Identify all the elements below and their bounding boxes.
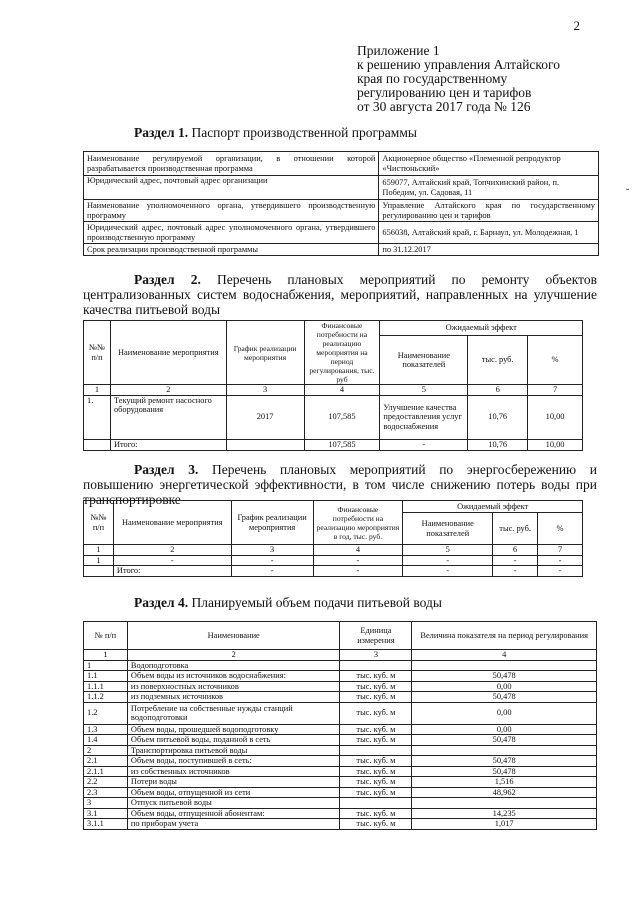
row-unit: тыс. куб. м: [340, 777, 412, 788]
header-pct: %: [538, 513, 583, 545]
table-cell: -: [313, 555, 403, 566]
section2-heading: Перечень плановых мероприятий по ремонту объектов централизованных систем водоснабжения, мероприятий, направленных на улучшение качества питьевой воды: [83, 272, 597, 317]
row-num: 1.4: [84, 735, 128, 746]
column-number: 7: [538, 545, 583, 556]
row-unit: тыс. куб. м: [340, 702, 412, 724]
table-row: [84, 798, 597, 809]
section4-heading: Планируемый объем подачи питьевой воды: [191, 595, 442, 610]
section1-title: [134, 125, 417, 141]
row-num: 2: [84, 745, 128, 756]
row-value: 50,478: [412, 692, 597, 703]
water-volume-table: [83, 621, 597, 830]
row-value: 0,00: [412, 681, 597, 692]
cell-name: Текущий ремонт насосного оборудования: [110, 395, 226, 439]
section1-number: Раздел 1.: [134, 125, 189, 140]
row-name: Отпуск питьевой воды: [127, 798, 340, 809]
row-unit: тыс. куб. м: [340, 808, 412, 819]
row-unit: тыс. куб. м: [340, 724, 412, 735]
table-row: [84, 724, 597, 735]
table-row: [84, 222, 599, 244]
column-number: 1: [84, 545, 114, 556]
row-name: Потери воды: [127, 777, 340, 788]
row-num: 3.1.1: [84, 819, 128, 830]
cell-finance: 107,585: [304, 395, 380, 439]
row-unit: тыс. куб. м: [340, 756, 412, 767]
table-cell: -: [493, 555, 538, 566]
header-num: № п/п: [84, 622, 128, 650]
cell-indicator: Улучшение качества предоставления услуг водоснабжения: [380, 395, 468, 439]
passport-value: Акционерное общество «Племенной репродуктор «Чистюньский»: [379, 152, 599, 176]
row-num: 3.1: [84, 808, 128, 819]
table-row: [84, 321, 583, 336]
row-num: 2.1.1: [84, 766, 128, 777]
table-row: [84, 735, 597, 746]
column-number: 1: [84, 385, 111, 396]
table-row: [84, 200, 599, 222]
section1-heading: Паспорт производственной программы: [191, 125, 417, 140]
column-number: 5: [403, 545, 493, 556]
header-value: Величина показателя на период регулирования: [412, 622, 597, 650]
section4-title: [134, 595, 442, 611]
appendix-line: края по государственному: [357, 71, 508, 86]
table-row: [84, 808, 597, 819]
table-row: [84, 152, 599, 176]
row-unit: тыс. куб. м: [340, 819, 412, 830]
page-number: 2: [573, 18, 580, 33]
table-row: [84, 692, 597, 703]
row-unit: тыс. куб. м: [340, 787, 412, 798]
passport-label: Наименование уполномоченного органа, утвердившего производственную программу: [84, 200, 379, 222]
row-unit: тыс. куб. м: [340, 735, 412, 746]
column-number: 2: [110, 385, 226, 396]
cell-empty: [226, 439, 304, 450]
cell-rub: 10,76: [468, 395, 528, 439]
header-pct: %: [528, 336, 583, 385]
row-unit: [340, 798, 412, 809]
row-num: 1.2: [84, 702, 128, 724]
column-number: 7: [528, 385, 583, 396]
header-unit: Единица измерения: [340, 622, 412, 650]
column-number: 6: [493, 545, 538, 556]
column-number: 6: [468, 385, 528, 396]
table-row: [84, 777, 597, 788]
table-row: [84, 395, 583, 439]
section2-title: [83, 272, 597, 317]
margin-mark: ˘: [626, 188, 630, 199]
row-value: [412, 745, 597, 756]
column-number: 3: [226, 385, 304, 396]
table-row: [84, 681, 597, 692]
row-unit: [340, 745, 412, 756]
row-num: 2.2: [84, 777, 128, 788]
table-row: [84, 766, 597, 777]
row-name: Объем воды, поступившей в сеть:: [127, 756, 340, 767]
table-row: [84, 650, 597, 661]
section2-number: Раздел 2.: [134, 272, 201, 287]
row-name: из подземных источников: [127, 692, 340, 703]
table-row: [84, 787, 597, 798]
table-cell: -: [231, 555, 313, 566]
header-name: Наименование: [127, 622, 340, 650]
row-num: 1.1: [84, 671, 128, 682]
header-num: №№ п/п: [84, 501, 114, 545]
row-name: из собственных источников: [127, 766, 340, 777]
row-unit: тыс. куб. м: [340, 692, 412, 703]
row-value: 1,516: [412, 777, 597, 788]
row-value: 0,00: [412, 724, 597, 735]
repair-table: [83, 320, 583, 451]
header-rub: тыс. руб.: [468, 336, 528, 385]
appendix-line: от 30 августа 2017 года № 126: [357, 99, 531, 114]
row-value: 14,235: [412, 808, 597, 819]
total-label: Итого:: [110, 439, 226, 450]
passport-label: Наименование регулируемой организации, в отношении которой разрабатывается производственная программа: [84, 152, 379, 176]
row-value: [412, 660, 597, 671]
row-unit: тыс. куб. м: [340, 671, 412, 682]
row-num: 1.1.2: [84, 692, 128, 703]
table-row: [84, 819, 597, 830]
row-name: Транспортировка питьевой воды: [127, 745, 340, 756]
table-row: [84, 756, 597, 767]
row-name: по приборам учета: [127, 819, 340, 830]
total-rub: 10,76: [468, 439, 528, 450]
header-finance: Финансовые потребности на реализацию мероприятия на период регулирования, тыс. руб: [304, 321, 380, 385]
table-row: [84, 244, 599, 256]
cell-num: 1.: [84, 395, 111, 439]
row-value: 1,017: [412, 819, 597, 830]
table-row: [84, 660, 597, 671]
column-number: 4: [313, 545, 403, 556]
column-number: 5: [380, 385, 468, 396]
row-name: Объем воды, прошедшей водоподготовку: [127, 724, 340, 735]
row-unit: тыс. куб. м: [340, 681, 412, 692]
column-number: 3: [231, 545, 313, 556]
passport-value: 659077, Алтайский край, Топчихинский район, п. Победим, ул. Садовая, 11: [379, 176, 599, 200]
column-number: 2: [127, 650, 340, 661]
header-rub: тыс. руб.: [493, 513, 538, 545]
table-row: [84, 702, 597, 724]
header-effect: Ожидаемый эффект: [380, 321, 583, 336]
section3-number: Раздел 3.: [134, 462, 199, 477]
row-unit: [340, 660, 412, 671]
table-row: [84, 545, 583, 556]
passport-label: Юридический адрес, почтовый адрес организации: [84, 176, 379, 200]
row-value: 48,962: [412, 787, 597, 798]
column-number: 4: [412, 650, 597, 661]
table-cell: -: [313, 566, 403, 577]
header-effect: Ожидаемый эффект: [403, 501, 583, 513]
row-num: 3: [84, 798, 128, 809]
row-num: 2.3: [84, 787, 128, 798]
passport-value: по 31.12.2017: [379, 244, 599, 256]
passport-value: 656038, Алтайский край, г. Барнаул, ул. Молодежная, 1: [379, 222, 599, 244]
section4-number: Раздел 4.: [134, 595, 189, 610]
table-row: [84, 439, 583, 450]
header-schedule: График реализации мероприятия: [231, 501, 313, 545]
table-row: [84, 622, 597, 650]
table-cell: -: [403, 566, 493, 577]
row-unit: тыс. куб. м: [340, 766, 412, 777]
appendix-header: [357, 44, 597, 114]
table-row: [84, 555, 583, 566]
table-cell: -: [403, 555, 493, 566]
cell-empty: [84, 566, 114, 577]
passport-label: Юридический адрес, почтовый адрес уполномоченного органа, утвердившего производственную программу: [84, 222, 379, 244]
row-value: 50,478: [412, 766, 597, 777]
cell-pct: 10,00: [528, 395, 583, 439]
passport-table: [83, 151, 599, 256]
cell-empty: [84, 439, 111, 450]
table-cell: -: [113, 555, 231, 566]
appendix-line: Приложение 1: [357, 43, 440, 58]
table-row: [84, 566, 583, 577]
header-name: Наименование мероприятия: [110, 321, 226, 385]
table-cell: 1: [84, 555, 114, 566]
row-name: из поверхностных источников: [127, 681, 340, 692]
table-row: [84, 176, 599, 200]
row-value: 50,478: [412, 671, 597, 682]
row-num: 1: [84, 660, 128, 671]
total-label: Итого:: [113, 566, 231, 577]
row-value: 50,478: [412, 735, 597, 746]
table-row: [84, 671, 597, 682]
row-value: 0,00: [412, 702, 597, 724]
row-value: 50,478: [412, 756, 597, 767]
row-name: Объем воды, отпущенной абонентам:: [127, 808, 340, 819]
section3-heading: Перечень плановых мероприятий по энергосбережению и повышению энергетической эффективности, в том числе снижению потерь воды при транспортировке: [83, 462, 598, 507]
header-finance: Финансовые потребности на реализацию мероприятия в год, тыс. руб.: [313, 501, 403, 545]
cell-schedule: 2017: [226, 395, 304, 439]
row-num: 2.1: [84, 756, 128, 767]
table-row: [84, 745, 597, 756]
row-name: Водоподготовка: [127, 660, 340, 671]
column-number: 1: [84, 650, 128, 661]
row-num: 1.1.1: [84, 681, 128, 692]
header-indicator: Наименование показателей: [403, 513, 493, 545]
total-pct: 10,00: [528, 439, 583, 450]
appendix-line: регулированию цен и тарифов: [357, 85, 532, 100]
row-num: 1.3: [84, 724, 128, 735]
passport-value: Управление Алтайского края по государственному регулированию цен и тарифов: [379, 200, 599, 222]
header-schedule: График реализации мероприятия: [226, 321, 304, 385]
energy-table: [83, 500, 583, 577]
total-indicator: -: [380, 439, 468, 450]
total-finance: 107,585: [304, 439, 380, 450]
table-cell: -: [538, 555, 583, 566]
appendix-line: к решению управления Алтайского: [357, 57, 560, 72]
table-cell: -: [231, 566, 313, 577]
table-row: [84, 385, 583, 396]
header-num: №№ п/п: [84, 321, 111, 385]
table-cell: -: [538, 566, 583, 577]
passport-label: Срок реализации производственной программы: [84, 244, 379, 256]
table-row: [84, 501, 583, 513]
row-name: Потребление на собственные нужды станций водоподготовки: [127, 702, 340, 724]
header-indicator: Наименование показателей: [380, 336, 468, 385]
row-name: Объем воды из источников водоснабжения:: [127, 671, 340, 682]
column-number: 2: [113, 545, 231, 556]
column-number: 4: [304, 385, 380, 396]
column-number: 3: [340, 650, 412, 661]
row-name: Объем питьевой воды, поданной в сеть: [127, 735, 340, 746]
row-value: [412, 798, 597, 809]
header-name: Наименование мероприятия: [113, 501, 231, 545]
table-cell: -: [493, 566, 538, 577]
row-name: Объем воды, отпущенной из сети: [127, 787, 340, 798]
